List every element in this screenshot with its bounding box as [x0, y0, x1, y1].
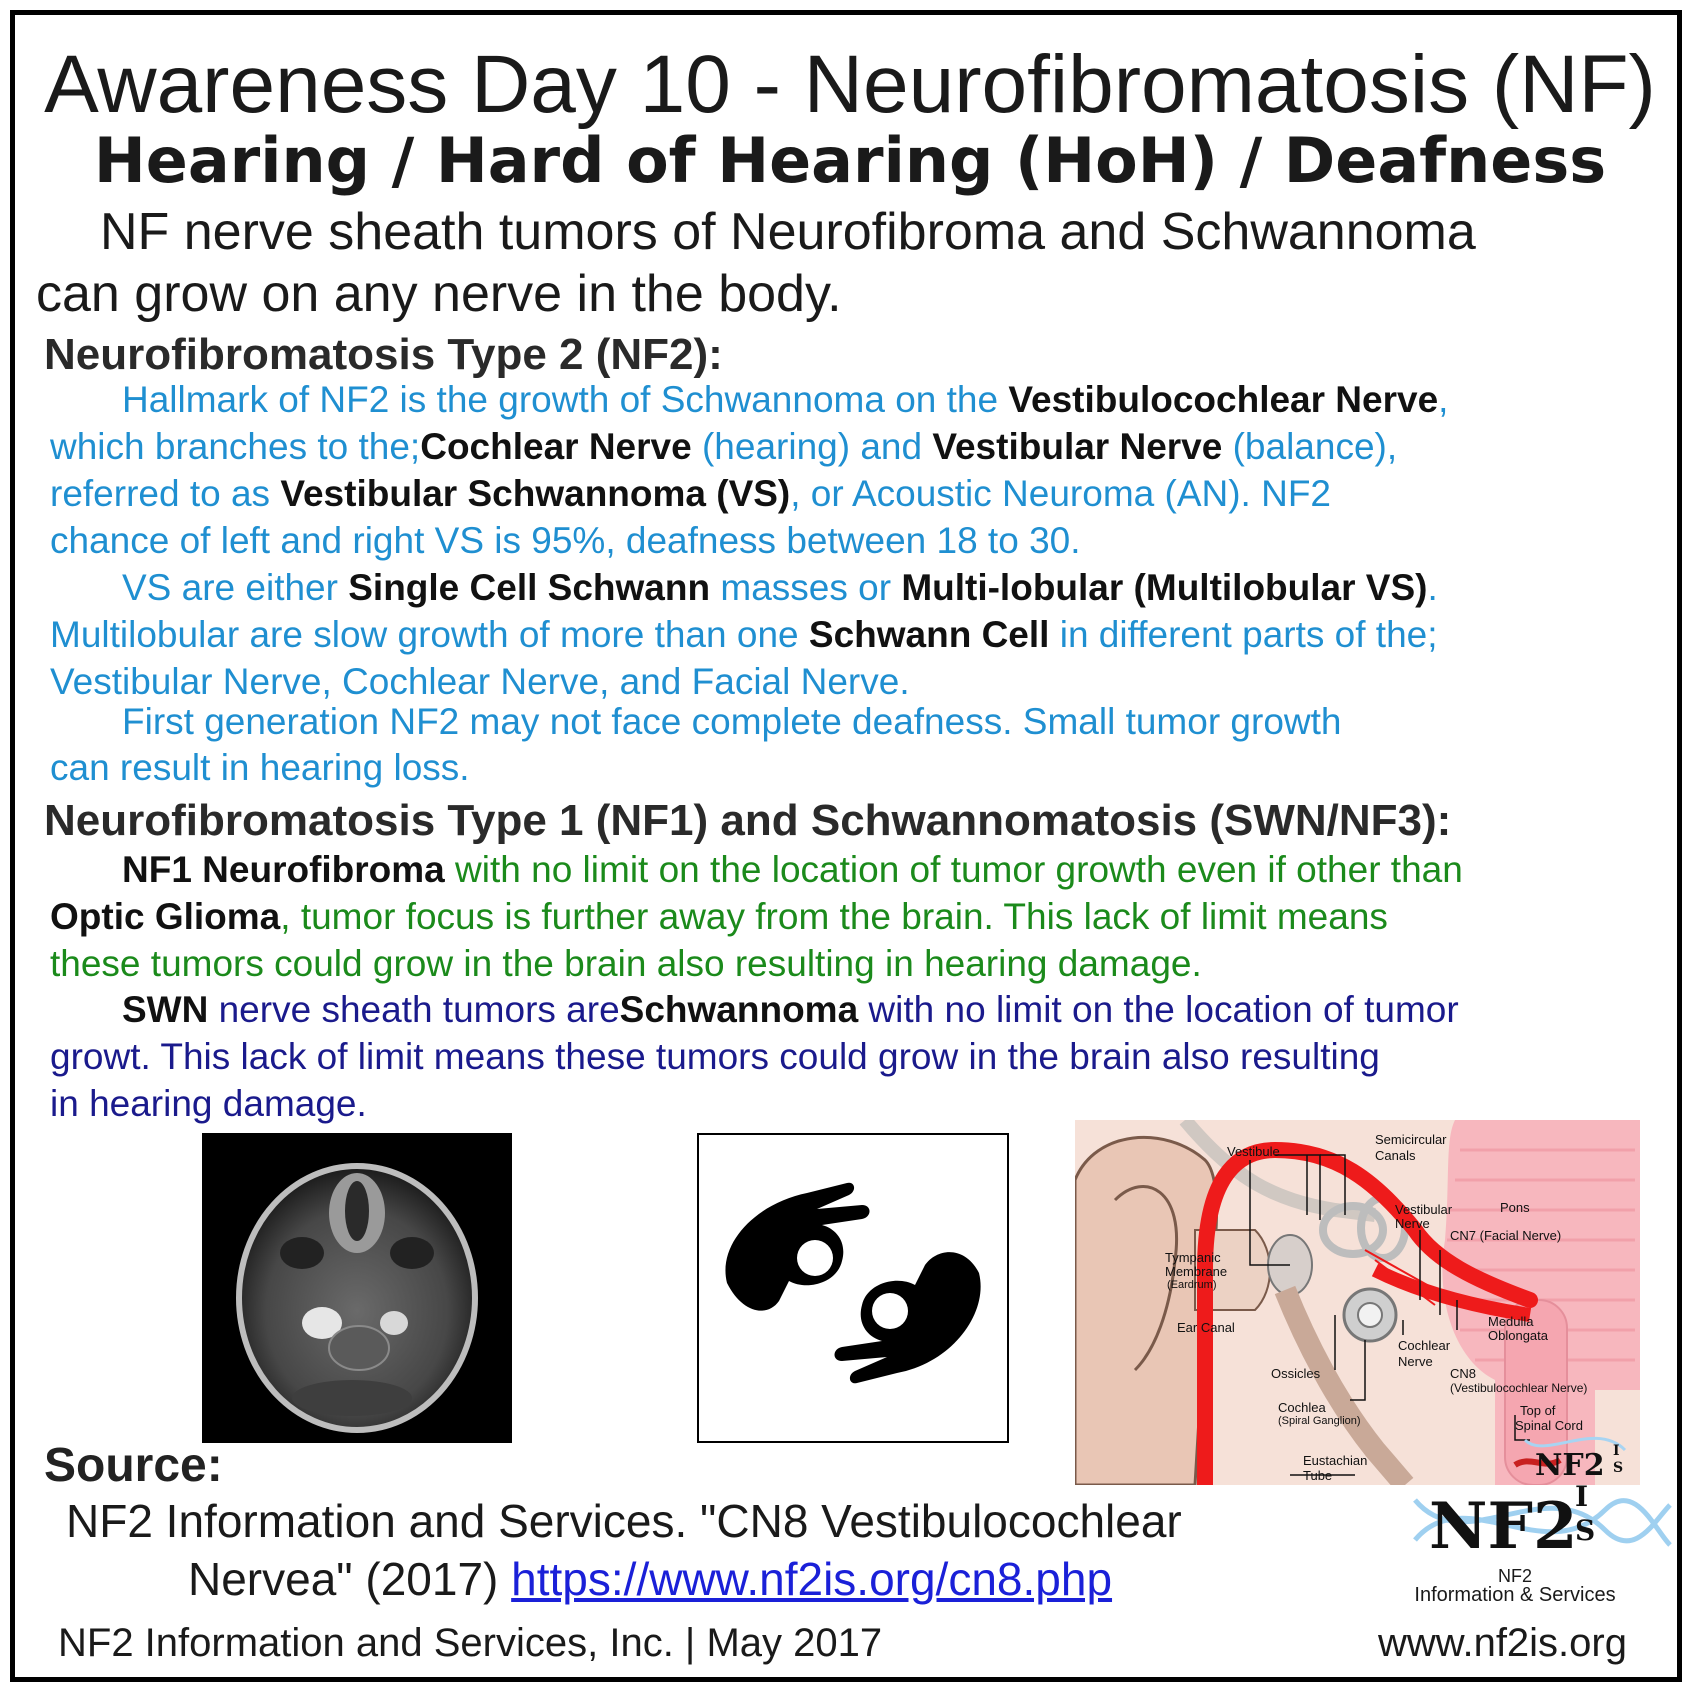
label-tube: Tube	[1303, 1468, 1333, 1483]
source-link[interactable]: https://www.nf2is.org/cn8.php	[511, 1553, 1113, 1605]
label-canals: Canals	[1375, 1148, 1416, 1163]
label-semicircular: Semicircular	[1375, 1132, 1447, 1147]
swn-p-line1	[122, 988, 1459, 1032]
nf2-p3-line2: can result in hearing loss.	[50, 747, 470, 788]
label-nerve: Nerve	[1395, 1216, 1430, 1231]
text-run: VS are either	[122, 567, 349, 608]
page-subtitle: Hearing / Hard of Hearing (HoH) / Deafness	[93, 124, 1607, 197]
label-cochlea: Cochlea	[1278, 1400, 1326, 1415]
label-vestibule: Vestibule	[1227, 1144, 1280, 1159]
nf2-p2-line2	[50, 613, 1438, 657]
label-pons: Pons	[1500, 1200, 1530, 1215]
logo-i: I	[1575, 1480, 1589, 1513]
label-cn8-full: (Vestibulocochlear Nerve)	[1450, 1381, 1588, 1395]
label-eardrum: (Eardrum)	[1167, 1279, 1217, 1291]
term-single-cell-schwann: Single Cell Schwann	[348, 567, 711, 608]
text-run: Multilobular are slow growth of more than one	[50, 614, 809, 655]
term-schwannoma: Schwannoma	[619, 989, 859, 1030]
term-vestibulocochlear-nerve: Vestibulocochlear Nerve	[1008, 379, 1439, 420]
text-run: with no limit on the location of tumor growth even if other than	[444, 849, 1463, 890]
logo-s: S	[1575, 1514, 1596, 1547]
nf2-p1-line4: chance of left and right VS is 95%, deafness between 18 to 30.	[50, 520, 1081, 561]
nf2-p1-line2	[50, 425, 1397, 469]
small-logo-text: NF2	[1535, 1448, 1605, 1483]
term-optic-glioma: Optic Glioma	[50, 896, 281, 937]
nf2-p1-line1	[122, 378, 1448, 422]
text-run: .	[1427, 567, 1438, 608]
text-run: (balance),	[1222, 426, 1398, 467]
label-ossicles: Ossicles	[1271, 1366, 1321, 1381]
nf1-p1-line1	[122, 848, 1463, 892]
label-medulla: Medulla	[1488, 1314, 1534, 1329]
swn-p-line3: in hearing damage.	[50, 1083, 367, 1124]
nf2-p2-line1	[122, 566, 1438, 610]
term-vestibular-nerve: Vestibular Nerve	[932, 426, 1223, 467]
logo-sub-1: NF2	[1497, 1566, 1532, 1586]
text-run: which branches to the;	[50, 426, 421, 467]
footer-url[interactable]: www.nf2is.org	[1378, 1621, 1627, 1665]
text-run: , or Acoustic Neuroma (AN). NF2	[790, 473, 1332, 514]
label-cn7: CN7 (Facial Nerve)	[1450, 1228, 1562, 1243]
page-title: Awareness Day 10 - Neurofibromatosis (NF)	[44, 39, 1656, 130]
label-eustachian: Eustachian	[1303, 1453, 1368, 1468]
small-logo-s: S	[1613, 1460, 1624, 1476]
intro-line-1: NF nerve sheath tumors of Neurofibroma and Schwannoma	[100, 203, 1476, 261]
label-membrane: Membrane	[1165, 1264, 1228, 1279]
intro-line-2: can grow on any nerve in the body.	[36, 265, 842, 323]
label-spiral-ganglion: (Spiral Ganglion)	[1278, 1415, 1361, 1427]
text-run: masses or	[710, 567, 902, 608]
small-logo-i: I	[1613, 1443, 1620, 1459]
text-run: in different parts of the;	[1049, 614, 1438, 655]
term-nf1-neurofibroma: NF1 Neurofibroma	[122, 849, 445, 890]
text-run: referred to as	[50, 473, 281, 514]
text-run: Hallmark of NF2 is the growth of Schwannoma on the	[122, 379, 1009, 420]
term-vestibular-schwannoma: Vestibular Schwannoma (VS)	[280, 473, 791, 514]
term-cochlear-nerve: Cochlear Nerve	[420, 426, 692, 467]
text-run: ,	[1438, 379, 1449, 420]
nf2-p2-line3: Vestibular Nerve, Cochlear Nerve, and Facial Nerve.	[50, 661, 910, 702]
term-multilobular: Multi-lobular (Multilobular VS)	[901, 567, 1428, 608]
nf1-p1-line2	[50, 895, 1388, 939]
ear-anatomy-diagram	[1075, 1120, 1640, 1485]
nf2-p3-line1: First generation NF2 may not face complete deafness. Small tumor growth	[122, 701, 1342, 742]
logo-mark: NF2	[1429, 1489, 1578, 1564]
label-cochlear-nerve: Nerve	[1398, 1354, 1433, 1369]
text-run: , tumor focus is further away from the brain. This lack of limit means	[280, 896, 1388, 937]
label-ear-canal: Ear Canal	[1177, 1320, 1235, 1335]
label-cochlear: Cochlear	[1398, 1338, 1451, 1353]
text-run: with no limit on the location of tumor	[858, 989, 1459, 1030]
source-text: Nervea" (2017)	[188, 1553, 512, 1605]
mri-scan-image	[202, 1133, 512, 1443]
nf2-heading: Neurofibromatosis Type 2 (NF2):	[44, 330, 723, 379]
label-oblongata: Oblongata	[1488, 1328, 1548, 1343]
text-run: nerve sheath tumors are	[208, 989, 620, 1030]
label-top-of: Top of	[1520, 1403, 1556, 1418]
footer-left: NF2 Information and Services, Inc. | May 2017	[58, 1621, 883, 1665]
nf1-heading: Neurofibromatosis Type 1 (NF1) and Schwannomatosis (SWN/NF3):	[44, 796, 1452, 845]
source-line-2	[188, 1552, 1112, 1606]
source-line-1: NF2 Information and Services. "CN8 Vestibulocochlear	[66, 1495, 1182, 1547]
swn-p-line2: growt. This lack of limit means these tumors could grow in the brain also resulting	[50, 1036, 1380, 1077]
nf1-p1-line3: these tumors could grow in the brain also resulting in hearing damage.	[50, 943, 1202, 984]
nf2is-logo	[1405, 1480, 1675, 1620]
term-schwann-cell: Schwann Cell	[808, 614, 1050, 655]
source-heading: Source:	[44, 1439, 223, 1492]
nf2-p1-line3	[50, 472, 1331, 516]
text-run: (hearing) and	[701, 426, 933, 467]
label-cn8: CN8	[1450, 1366, 1477, 1381]
logo-sub-2: Information & Services	[1414, 1584, 1616, 1606]
term-swn: SWN	[122, 989, 209, 1030]
sign-language-icon	[697, 1133, 1009, 1443]
label-vestibular: Vestibular	[1395, 1202, 1453, 1217]
label-spinal-cord: Spinal Cord	[1515, 1418, 1583, 1433]
label-tympanic: Tympanic	[1165, 1250, 1221, 1265]
